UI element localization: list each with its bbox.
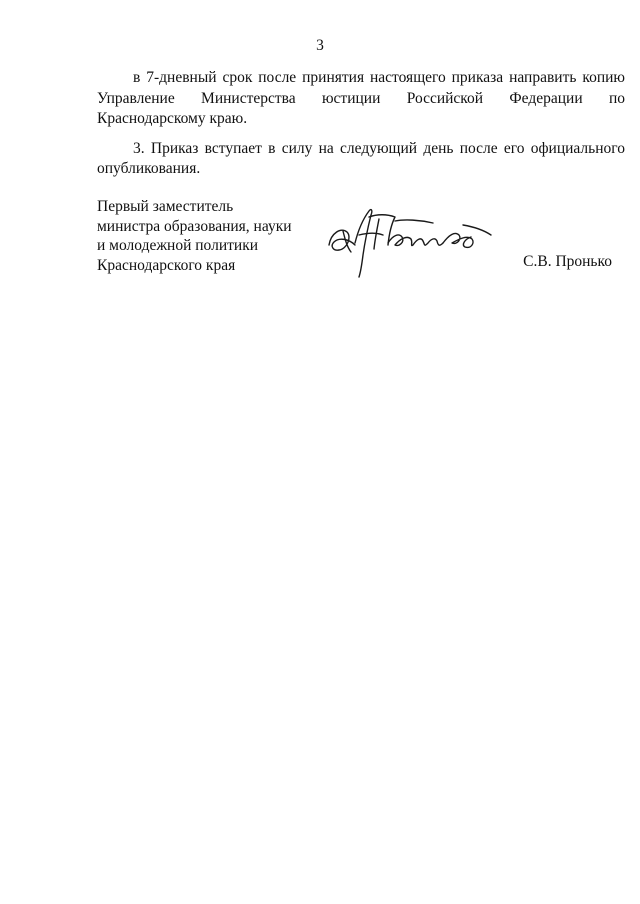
document-body <box>97 68 625 180</box>
paragraph-line: краю. <box>209 110 248 128</box>
paragraph-line: в 7-дневный срок после принятия настоящего приказа направить копию <box>133 69 625 86</box>
handwritten-signature-icon <box>325 205 495 280</box>
paragraph-item-2-continuation <box>97 68 625 130</box>
signer-position-line: и молодежной политики <box>97 237 259 255</box>
paragraph-item-3 <box>97 139 625 180</box>
paragraph-line: Управление Министерства юстиции Российской Федерации по Краснодарскому <box>97 89 625 128</box>
page-number: 3 <box>316 37 324 54</box>
signer-position-line: министра образования, науки <box>97 217 292 235</box>
paragraph-line: опубликования. <box>97 160 201 178</box>
signer-position <box>97 197 317 275</box>
signer-position-line: Первый заместитель <box>97 198 234 215</box>
signer-name: С.В. Пронько <box>523 253 612 270</box>
signer-position-line: Краснодарского края <box>97 256 236 274</box>
paragraph-line: 3. Приказ вступает в силу на следующий день после его официального <box>133 139 625 157</box>
